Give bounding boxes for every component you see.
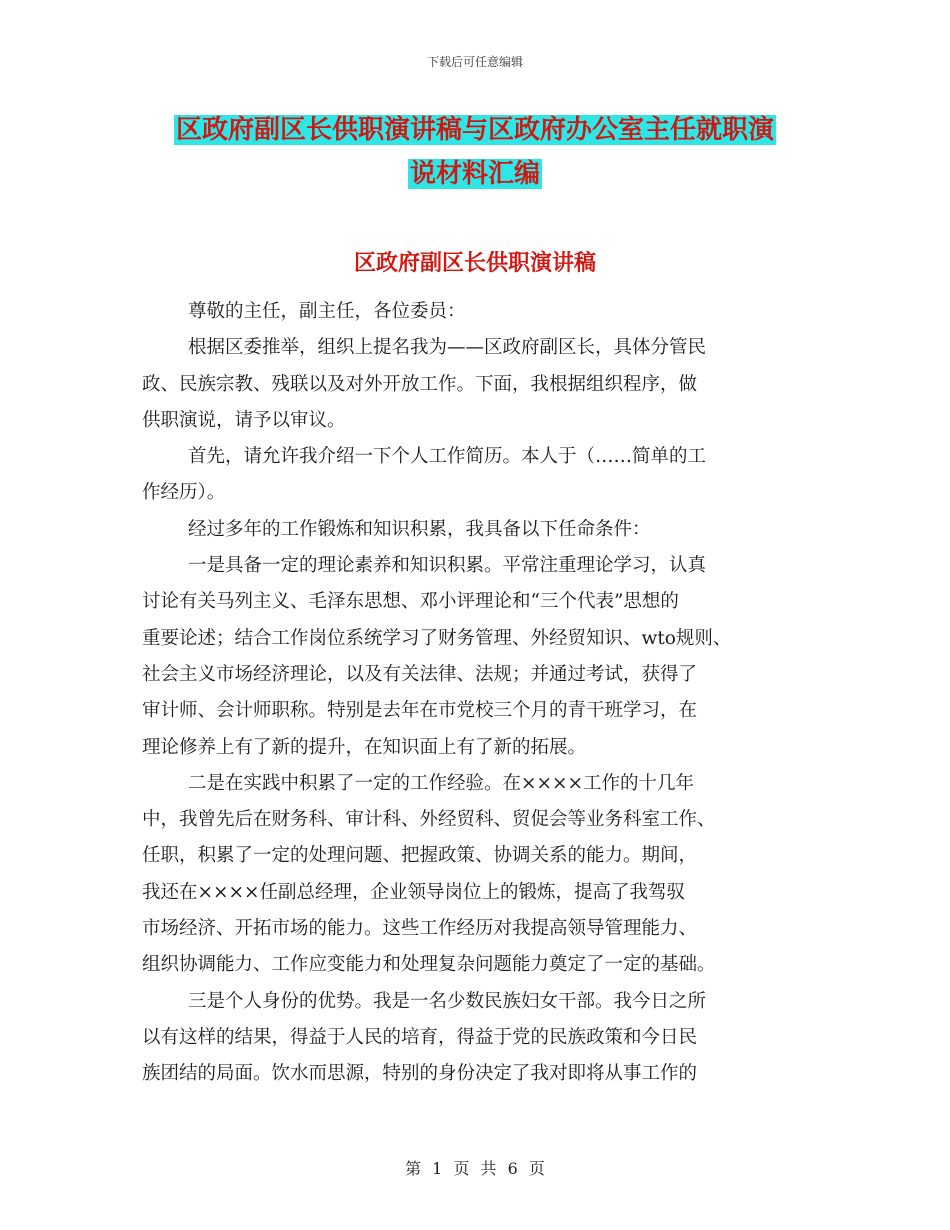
document-title-line-2 [0, 156, 950, 192]
body-line: 族团结的局面。饮水而思源，特别的身份决定了我对即将从事工作的 [142, 1063, 698, 1085]
header-note: 下载后可任意编辑 [426, 55, 523, 69]
body-line: 供职演说，请予以审议。 [142, 409, 346, 431]
body-line: 一是具备一定的理论素养和知识积累。平常注重理论学习，认真 [188, 555, 707, 577]
body-line: 任职，积累了一定的处理问题、把握政策、协调关系的能力。期间， [142, 845, 698, 867]
body-line: 以有这样的结果，得益于人民的培育，得益于党的民族政策和今日民 [142, 1026, 698, 1048]
page-footer: 第 1 页 共 6 页 [405, 1159, 545, 1178]
body-line: 讨论有关马列主义、毛泽东思想、邓小评理论和“三个代表”思想的 [142, 591, 679, 613]
document-title-line-1 [0, 112, 950, 148]
body-line: 根据区委推举，组织上提名我为——区政府副区长，具体分管民 [188, 337, 707, 359]
body-line: 经过多年的工作锻炼和知识积累，我具备以下任命条件： [188, 518, 651, 540]
body-line: 二是在实践中积累了一定的工作经验。在××××工作的十几年 [188, 772, 695, 794]
body-line: 三是个人身份的优势。我是一名少数民族妇女干部。我今日之所 [188, 990, 707, 1012]
body-line: 市场经济、开拓市场的能力。这些工作经历对我提高领导管理能力、 [142, 918, 698, 940]
body-line: 重要论述；结合工作岗位系统学习了财务管理、外经贸知识、wto规则、 [142, 627, 732, 649]
body-line: 政、民族宗教、残联以及对外开放工作。下面，我根据组织程序，做 [142, 373, 698, 395]
body-text [142, 294, 832, 1093]
body-line: 我还在××××任副总经理，企业领导岗位上的锻炼，提高了我驾驭 [142, 881, 686, 903]
body-line: 组织协调能力、工作应变能力和处理复杂问题能力奠定了一定的基础。 [142, 954, 716, 976]
document-title-line-1-text: 区政府副区长供职演讲稿与区政府办公室主任就职演 [175, 115, 774, 145]
section-title: 区政府副区长供职演讲稿 [353, 250, 596, 276]
body-line: 审计师、会计师职称。特别是去年在市党校三个月的青干班学习，在 [142, 700, 698, 722]
body-line: 作经历）。 [142, 482, 226, 504]
body-line: 首先，请允许我介绍一下个人工作简历。本人于（……简单的工 [188, 446, 707, 468]
body-line: 理论修养上有了新的提升，在知识面上有了新的拓展。 [142, 736, 587, 758]
body-line: 中，我曾先后在财务科、审计科、外经贸科、贸促会等业务科室工作、 [142, 809, 716, 831]
body-line: 尊敬的主任，副主任，各位委员： [188, 301, 466, 322]
document-title-line-2-text: 说材料汇编 [409, 159, 540, 189]
body-line: 社会主义市场经济理论，以及有关法律、法规；并通过考试，获得了 [142, 663, 698, 685]
